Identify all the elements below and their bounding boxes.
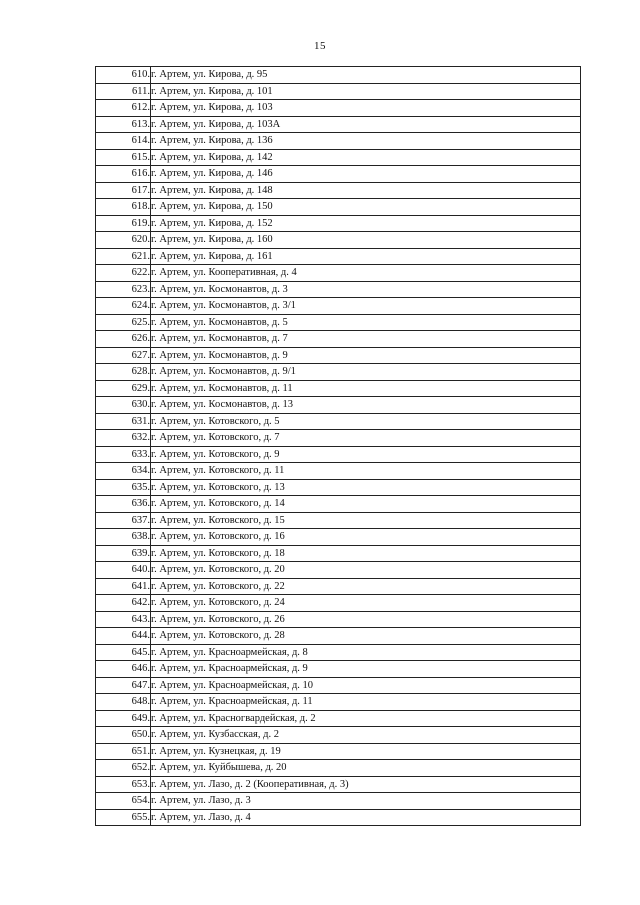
row-number: 610.: [96, 67, 151, 84]
address-table: [95, 66, 581, 826]
row-address: г. Артем, ул. Котовского, д. 15: [151, 512, 581, 529]
table-row: [96, 430, 581, 447]
row-number: 624.: [96, 298, 151, 315]
row-number: 611.: [96, 83, 151, 100]
row-address: г. Артем, ул. Красноармейская, д. 9: [151, 661, 581, 678]
row-number: 625.: [96, 314, 151, 331]
row-address: г. Артем, ул. Красногвардейская, д. 2: [151, 710, 581, 727]
table-row: [96, 83, 581, 100]
table-row: [96, 215, 581, 232]
row-address: г. Артем, ул. Кирова, д. 148: [151, 182, 581, 199]
table-row: [96, 182, 581, 199]
row-number: 632.: [96, 430, 151, 447]
row-address: г. Артем, ул. Космонавтов, д. 13: [151, 397, 581, 414]
row-address: г. Артем, ул. Котовского, д. 24: [151, 595, 581, 612]
table-row: [96, 380, 581, 397]
table-row: [96, 232, 581, 249]
row-address: г. Артем, ул. Котовского, д. 13: [151, 479, 581, 496]
table-row: [96, 347, 581, 364]
row-address: г. Артем, ул. Котовского, д. 18: [151, 545, 581, 562]
table-row: [96, 199, 581, 216]
row-number: 636.: [96, 496, 151, 513]
row-address: г. Артем, ул. Кирова, д. 146: [151, 166, 581, 183]
row-address: г. Артем, ул. Кирова, д. 95: [151, 67, 581, 84]
row-number: 621.: [96, 248, 151, 265]
row-number: 655.: [96, 809, 151, 826]
row-number: 627.: [96, 347, 151, 364]
table-row: [96, 529, 581, 546]
table-row: [96, 743, 581, 760]
row-number: 614.: [96, 133, 151, 150]
table-row: [96, 248, 581, 265]
row-number: 620.: [96, 232, 151, 249]
table-row: [96, 727, 581, 744]
row-number: 623.: [96, 281, 151, 298]
row-address: г. Артем, ул. Котовского, д. 22: [151, 578, 581, 595]
row-number: 646.: [96, 661, 151, 678]
row-number: 647.: [96, 677, 151, 694]
row-number: 634.: [96, 463, 151, 480]
row-number: 651.: [96, 743, 151, 760]
row-number: 644.: [96, 628, 151, 645]
row-number: 617.: [96, 182, 151, 199]
table-row: [96, 595, 581, 612]
row-address: г. Артем, ул. Кирова, д. 161: [151, 248, 581, 265]
row-number: 650.: [96, 727, 151, 744]
table-row: [96, 776, 581, 793]
row-address: г. Артем, ул. Котовского, д. 14: [151, 496, 581, 513]
table-row: [96, 116, 581, 133]
row-number: 629.: [96, 380, 151, 397]
row-address: г. Артем, ул. Кирова, д. 150: [151, 199, 581, 216]
row-number: 642.: [96, 595, 151, 612]
row-number: 635.: [96, 479, 151, 496]
row-address: г. Артем, ул. Космонавтов, д. 5: [151, 314, 581, 331]
row-number: 613.: [96, 116, 151, 133]
row-number: 628.: [96, 364, 151, 381]
row-number: 630.: [96, 397, 151, 414]
row-address: г. Артем, ул. Котовского, д. 7: [151, 430, 581, 447]
row-number: 618.: [96, 199, 151, 216]
row-address: г. Артем, ул. Котовского, д. 26: [151, 611, 581, 628]
row-address: г. Артем, ул. Кооперативная, д. 4: [151, 265, 581, 282]
row-number: 653.: [96, 776, 151, 793]
row-number: 643.: [96, 611, 151, 628]
row-address: г. Артем, ул. Кирова, д. 103А: [151, 116, 581, 133]
table-row: [96, 331, 581, 348]
table-row: [96, 793, 581, 810]
row-number: 619.: [96, 215, 151, 232]
table-row: [96, 149, 581, 166]
row-address: г. Артем, ул. Кирова, д. 142: [151, 149, 581, 166]
row-address: г. Артем, ул. Кузбасская, д. 2: [151, 727, 581, 744]
row-number: 637.: [96, 512, 151, 529]
row-address: г. Артем, ул. Красноармейская, д. 11: [151, 694, 581, 711]
row-number: 640.: [96, 562, 151, 579]
row-address: г. Артем, ул. Космонавтов, д. 9/1: [151, 364, 581, 381]
row-address: г. Артем, ул. Котовского, д. 11: [151, 463, 581, 480]
table-row: [96, 512, 581, 529]
row-number: 645.: [96, 644, 151, 661]
table-row: [96, 677, 581, 694]
row-number: 654.: [96, 793, 151, 810]
row-address: г. Артем, ул. Кирова, д. 160: [151, 232, 581, 249]
row-address: г. Артем, ул. Кирова, д. 152: [151, 215, 581, 232]
row-address: г. Артем, ул. Красноармейская, д. 10: [151, 677, 581, 694]
row-address: г. Артем, ул. Лазо, д. 4: [151, 809, 581, 826]
table-row: [96, 562, 581, 579]
row-address: г. Артем, ул. Лазо, д. 2 (Кооперативная, д. 3): [151, 776, 581, 793]
row-address: г. Артем, ул. Космонавтов, д. 3/1: [151, 298, 581, 315]
table-row: [96, 628, 581, 645]
table-row: [96, 496, 581, 513]
row-number: 616.: [96, 166, 151, 183]
table-row: [96, 133, 581, 150]
row-number: 622.: [96, 265, 151, 282]
table-row: [96, 364, 581, 381]
table-row: [96, 397, 581, 414]
row-number: 639.: [96, 545, 151, 562]
table-row: [96, 413, 581, 430]
table-row: [96, 166, 581, 183]
table-row: [96, 644, 581, 661]
row-address: г. Артем, ул. Котовского, д. 9: [151, 446, 581, 463]
row-address: г. Артем, ул. Котовского, д. 16: [151, 529, 581, 546]
row-number: 612.: [96, 100, 151, 117]
table-row: [96, 100, 581, 117]
table-row: [96, 298, 581, 315]
table-row: [96, 710, 581, 727]
table-row: [96, 265, 581, 282]
table-row: [96, 661, 581, 678]
row-number: 652.: [96, 760, 151, 777]
table-row: [96, 281, 581, 298]
table-row: [96, 611, 581, 628]
row-number: 633.: [96, 446, 151, 463]
row-address: г. Артем, ул. Космонавтов, д. 3: [151, 281, 581, 298]
row-address: г. Артем, ул. Кирова, д. 103: [151, 100, 581, 117]
row-number: 631.: [96, 413, 151, 430]
table-row: [96, 479, 581, 496]
row-address: г. Артем, ул. Кузнецкая, д. 19: [151, 743, 581, 760]
table-row: [96, 760, 581, 777]
row-address: г. Артем, ул. Лазо, д. 3: [151, 793, 581, 810]
row-address: г. Артем, ул. Космонавтов, д. 9: [151, 347, 581, 364]
row-number: 648.: [96, 694, 151, 711]
row-address: г. Артем, ул. Космонавтов, д. 11: [151, 380, 581, 397]
row-number: 626.: [96, 331, 151, 348]
table-row: [96, 463, 581, 480]
table-row: [96, 694, 581, 711]
row-address: г. Артем, ул. Кирова, д. 101: [151, 83, 581, 100]
row-address: г. Артем, ул. Котовского, д. 28: [151, 628, 581, 645]
row-address: г. Артем, ул. Красноармейская, д. 8: [151, 644, 581, 661]
table-row: [96, 67, 581, 84]
row-address: г. Артем, ул. Котовского, д. 5: [151, 413, 581, 430]
address-table-body: [96, 67, 581, 826]
row-number: 615.: [96, 149, 151, 166]
table-row: [96, 809, 581, 826]
row-address: г. Артем, ул. Куйбышева, д. 20: [151, 760, 581, 777]
table-row: [96, 314, 581, 331]
row-address: г. Артем, ул. Котовского, д. 20: [151, 562, 581, 579]
table-row: [96, 545, 581, 562]
page-number: 15: [314, 40, 326, 52]
table-row: [96, 578, 581, 595]
table-row: [96, 446, 581, 463]
row-number: 638.: [96, 529, 151, 546]
row-number: 649.: [96, 710, 151, 727]
row-address: г. Артем, ул. Кирова, д. 136: [151, 133, 581, 150]
row-address: г. Артем, ул. Космонавтов, д. 7: [151, 331, 581, 348]
row-number: 641.: [96, 578, 151, 595]
